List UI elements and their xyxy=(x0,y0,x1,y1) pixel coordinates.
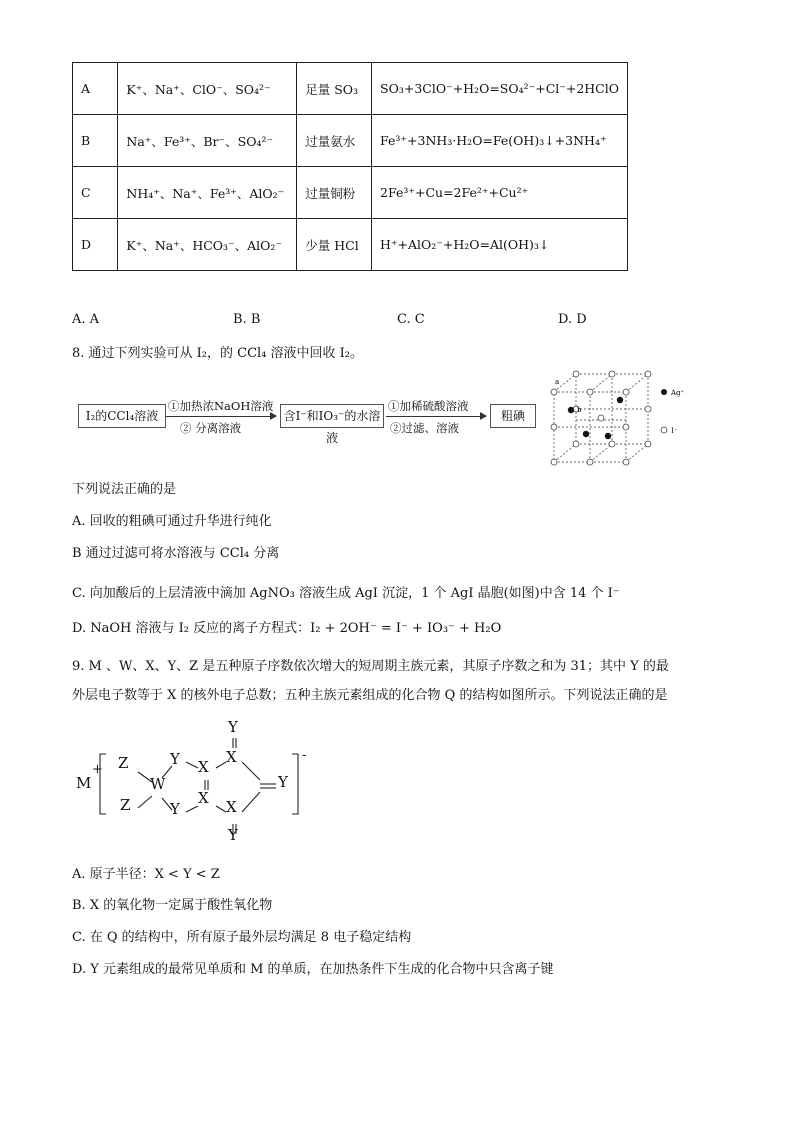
atom-x-left-bottom: X xyxy=(198,789,209,807)
q9-stem-line2: 外层电子数等于 X 的核外电子总数；五种主族元素组成的化合物 Q 的结构如图所示。下列说法正确的是 xyxy=(72,688,668,703)
cell-label-a: a xyxy=(555,378,560,386)
atom-m: M xyxy=(76,774,92,792)
table-row xyxy=(73,219,628,271)
atom-x-left-top: X xyxy=(198,758,209,776)
row-label: C xyxy=(73,167,118,219)
q9-option-c[interactable]: C. 在 Q 的结构中，所有原子最外层均满足 8 电子稳定结构 xyxy=(72,930,412,945)
q9-option-d[interactable]: D. Y 元素组成的最常见单质和 M 的单质，在加热条件下生成的化合物中只含离子键 xyxy=(72,962,554,977)
row-equation: Fe³⁺+3NH₃·H₂O=Fe(OH)₃↓+3NH₄⁺ xyxy=(372,115,628,167)
table-row xyxy=(73,115,628,167)
atom-x-right-top: X xyxy=(226,748,237,766)
q7-option-d[interactable]: D. D xyxy=(558,312,587,327)
flow-arrow-1 xyxy=(166,416,276,417)
atom-z-top: Z xyxy=(118,754,129,772)
atom-y-bottom: Y xyxy=(228,826,238,844)
table-row xyxy=(73,167,628,219)
atom-y-top: Y xyxy=(228,718,238,736)
atom-y-left-bottom: Y xyxy=(170,800,180,818)
flow-step1-bottom: ② 分离溶液 xyxy=(180,421,242,435)
atom-w: W xyxy=(150,775,166,793)
legend-i: I⁻ xyxy=(671,427,678,435)
q9-option-b[interactable]: B. X 的氧化物一定属于酸性氧化物 xyxy=(72,898,273,913)
row-reagent: 少量 HCl xyxy=(297,219,372,271)
q8-option-a[interactable]: A. 回收的粗碘可通过升华进行纯化 xyxy=(72,514,272,529)
atom-y-right: Y xyxy=(278,773,288,791)
row-equation: SO₃+3ClO⁻+H₂O=SO₄²⁻+Cl⁻+2HClO xyxy=(372,63,628,115)
agi-crystal-cell-figure xyxy=(546,370,686,466)
row-ions: NH₄⁺、Na⁺、Fe³⁺、AlO₂⁻ xyxy=(118,167,297,219)
row-equation: 2Fe³⁺+Cu=2Fe²⁺+Cu²⁺ xyxy=(372,167,628,219)
q8-prompt: 下列说法正确的是 xyxy=(72,482,177,497)
row-ions: K⁺、Na⁺、ClO⁻、SO₄²⁻ xyxy=(118,63,297,115)
q7-option-c[interactable]: C. C xyxy=(397,312,425,327)
row-equation: H⁺+AlO₂⁻+H₂O=Al(OH)₃↓ xyxy=(372,219,628,271)
table-row xyxy=(73,63,628,115)
cell-label-b: b xyxy=(577,406,582,414)
legend-ag: Ag⁺ xyxy=(671,389,685,397)
q7-option-a[interactable]: A. A xyxy=(72,312,100,327)
flow-step2-bottom: ②过滤、溶液 xyxy=(390,421,459,435)
atom-y-left-top: Y xyxy=(170,750,180,768)
row-reagent: 过量铜粉 xyxy=(297,167,372,219)
row-ions: K⁺、Na⁺、HCO₃⁻、AlO₂⁻ xyxy=(118,219,297,271)
flow-step1-top: ①加热浓NaOH溶液 xyxy=(168,399,274,413)
row-reagent: 足量 SO₃ xyxy=(297,63,372,115)
atom-z-bottom: Z xyxy=(120,796,131,814)
ions-table xyxy=(72,62,628,271)
flow-box-end: 粗碘 xyxy=(490,404,536,428)
flow-step2-top: ①加稀硫酸溶液 xyxy=(388,399,469,413)
q8-option-b[interactable]: B 通过过滤可将水溶液与 CCl₄ 分离 xyxy=(72,546,280,561)
atom-x-right-bottom: X xyxy=(226,798,237,816)
q8-option-d[interactable]: D. NaOH 溶液与 I₂ 反应的离子方程式：I₂ + 2OH⁻ = I⁻ + IO₃⁻ + H₂O xyxy=(72,621,502,636)
row-reagent: 过量氨水 xyxy=(297,115,372,167)
row-label: B xyxy=(73,115,118,167)
row-label: A xyxy=(73,63,118,115)
row-ions: Na⁺、Fe³⁺、Br⁻、SO₄²⁻ xyxy=(118,115,297,167)
q9-stem-line1: 9. M 、W、X、Y、Z 是五种原子序数依次增大的短周期主族元素，其原子序数之和为 31；其中 Y 的最 xyxy=(72,659,669,674)
q7-option-b[interactable]: B. B xyxy=(233,312,261,327)
flow-box-start: I₂的CCl₄溶液 xyxy=(78,404,166,428)
row-label: D xyxy=(73,219,118,271)
charge-minus: - xyxy=(302,748,307,763)
flow-box-middle: 含I⁻和IO₃⁻的水溶液 xyxy=(280,404,384,428)
q8-option-c[interactable]: C. 向加酸后的上层清液中滴加 AgNO₃ 溶液生成 AgI 沉淀，1 个 AgI 晶胞(如图)中含 14 个 I⁻ xyxy=(72,586,620,601)
q8-stem: 8. 通过下列实验可从 I₂，的 CCl₄ 溶液中回收 I₂。 xyxy=(72,346,364,361)
q9-option-a[interactable]: A. 原子半径：X < Y < Z xyxy=(72,867,220,882)
charge-plus: + xyxy=(92,762,103,777)
flow-arrow-2 xyxy=(386,416,486,417)
